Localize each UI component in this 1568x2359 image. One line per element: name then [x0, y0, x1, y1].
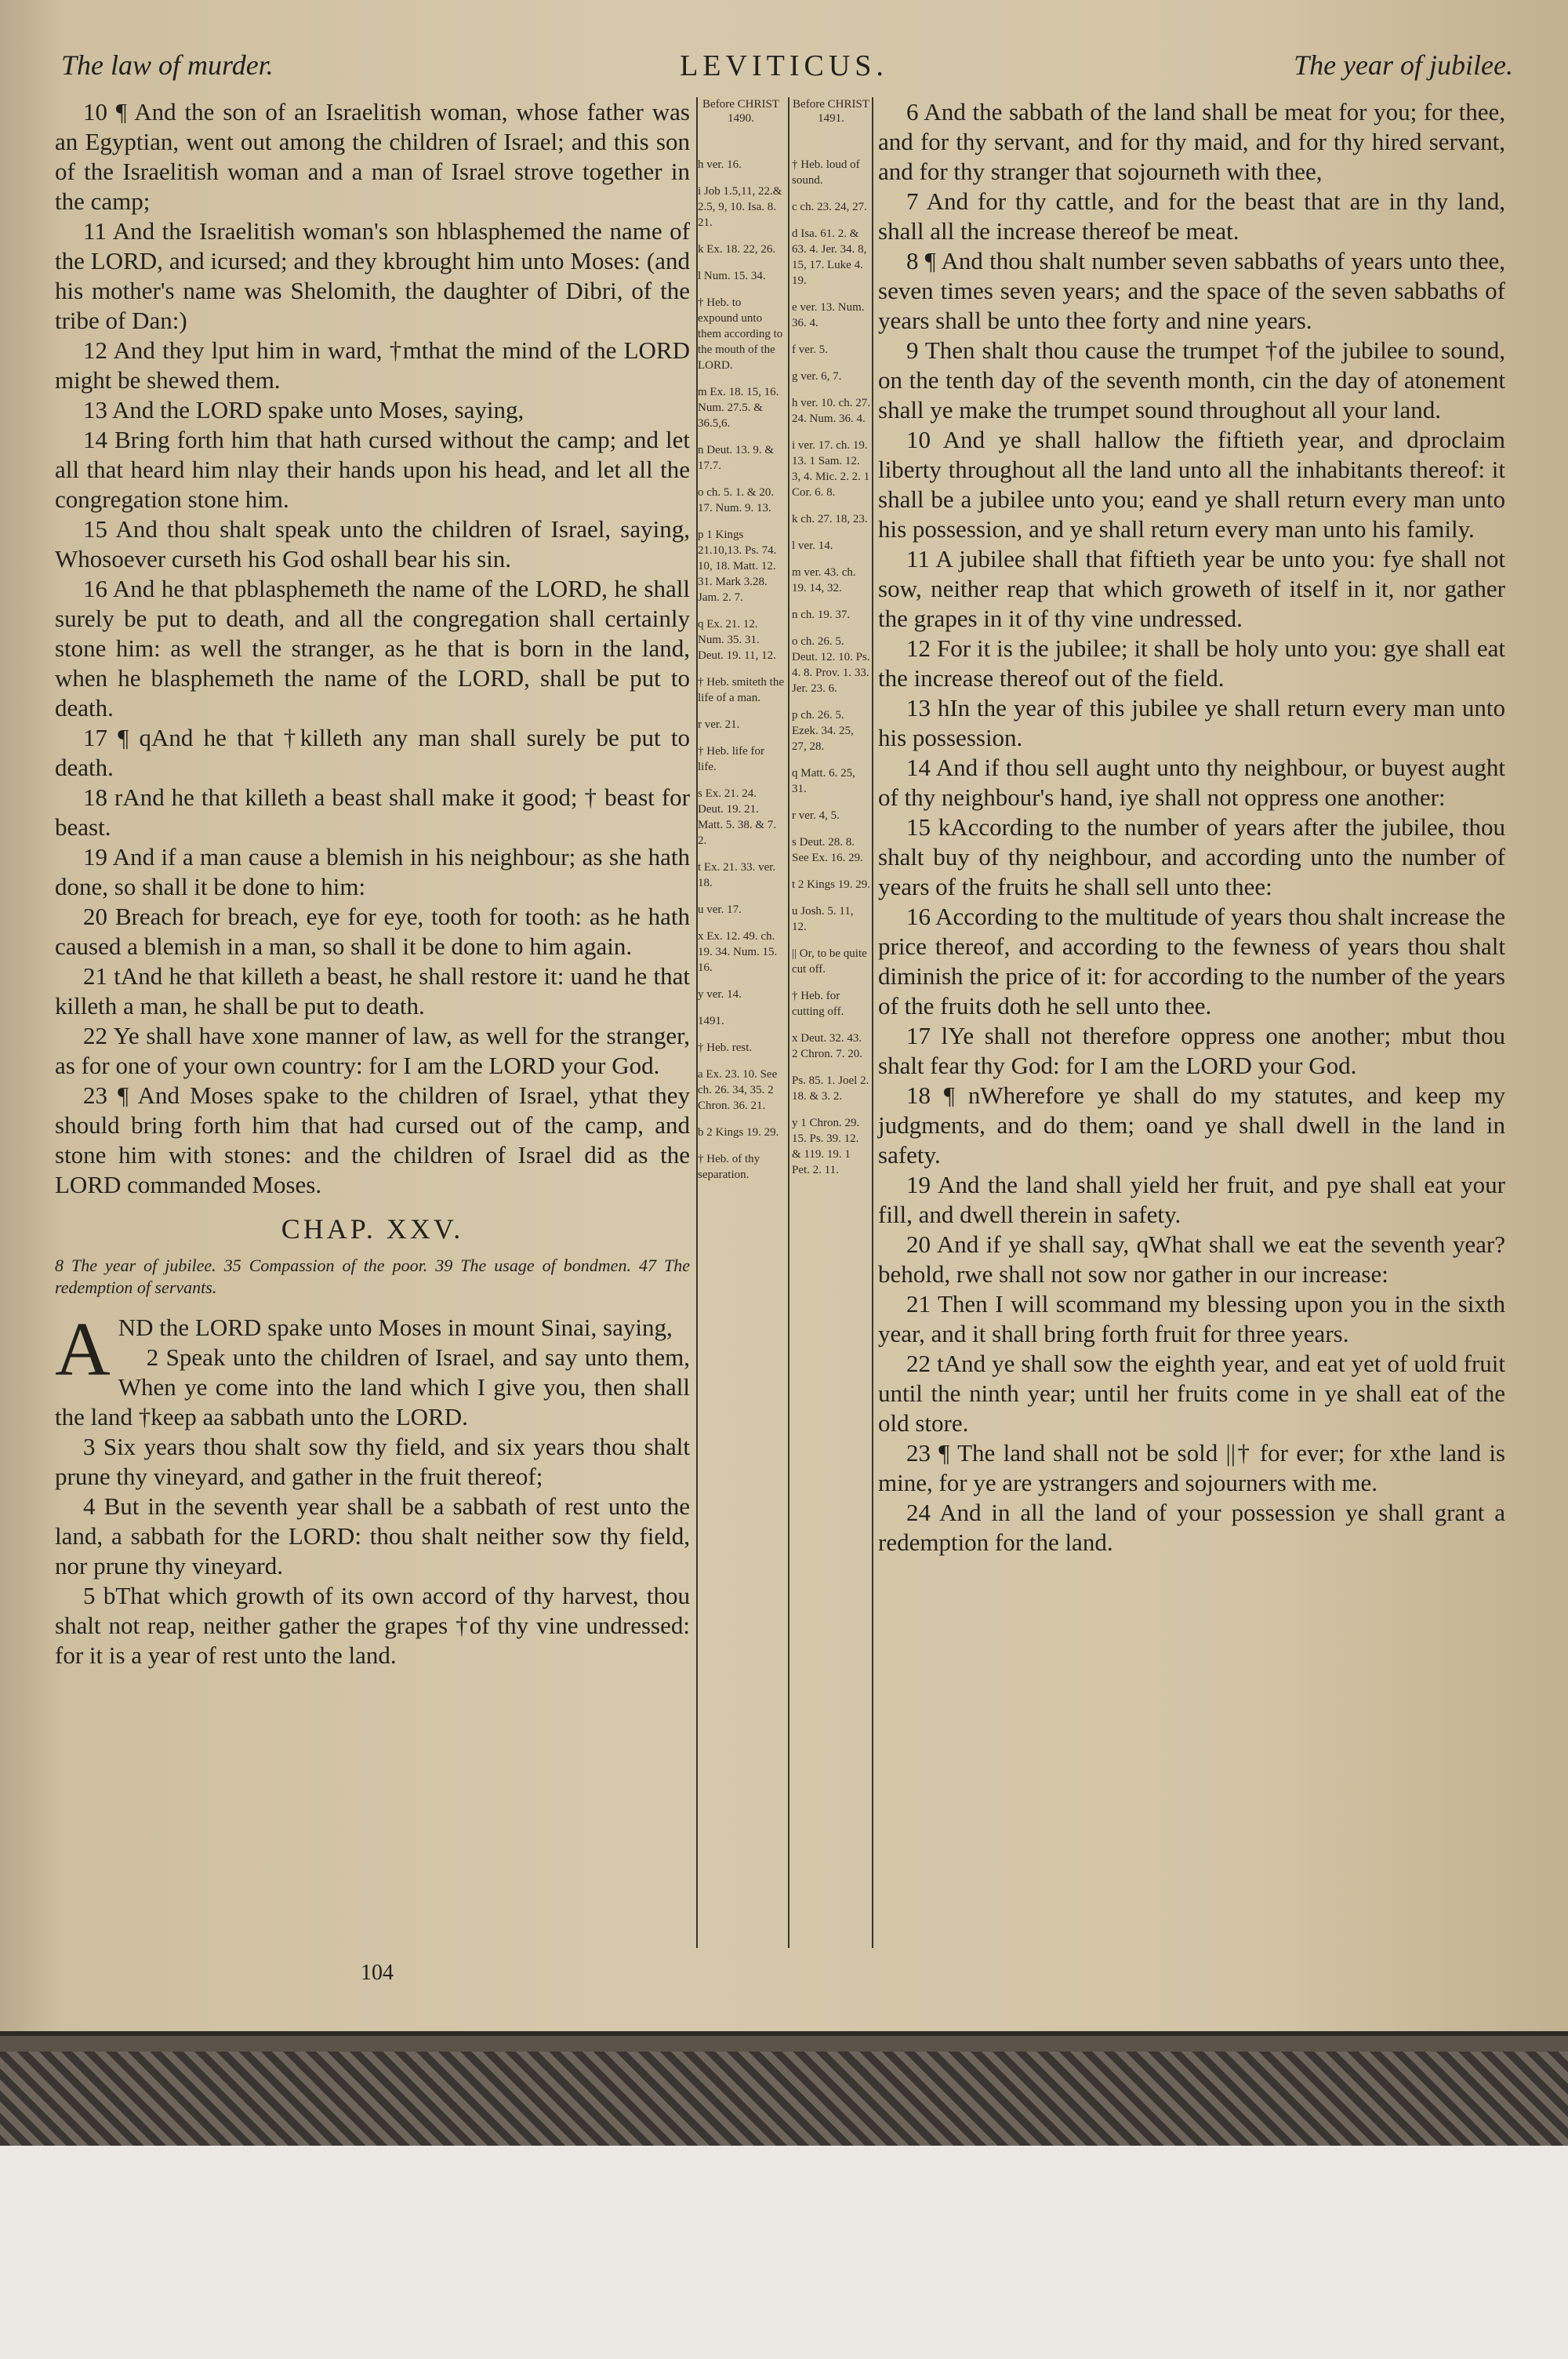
verse: 17 lYe shall not therefore oppress one another; mbut thou shalt fear thy God: for I am the LORD your God. [878, 1022, 1505, 1079]
reference-note: b 2 Kings 19. 29. [698, 1126, 779, 1139]
verse: 12 For it is the jubilee; it shall be holy unto you: gye shall eat the increase thereof out of the field. [878, 634, 1505, 692]
verse: 20 And if ye shall say, qWhat shall we eat the seventh year? behold, rwe shall not sow nor gather in our increase: [878, 1230, 1505, 1288]
reference-note: † Heb. for cutting off. [792, 990, 844, 1018]
verse: 9 Then shalt thou cause the trumpet †of the jubilee to sound, on the tenth day of the seventh month, cin the day of atonement shall ye make the trumpet sound throughout all your land. [878, 336, 1505, 423]
chapter-heading: CHAP. XXV. [281, 1213, 464, 1245]
opening-verse-text: ND the LORD spake unto Moses in mount Sinai, saying, [118, 1314, 673, 1341]
reference-note: Ps. 85. 1. Joel 2. 18. & 3. 2. [792, 1074, 869, 1103]
reference-note: y ver. 14. [698, 988, 742, 1001]
reference-note: n Deut. 13. 9. & 17.7. [698, 444, 775, 472]
reference-note: k ch. 27. 18, 23. [792, 513, 868, 525]
verse: 5 bThat which growth of its own accord of thy harvest, thou shalt not reap, neither gather the grapes †of thy vine undressed: for it is a year of rest unto the land. [55, 1582, 690, 1669]
verse: 22 tAnd ye shall sow the eighth year, and eat yet of uold fruit until the ninth year; until her fruits come in ye shall eat of the old store. [878, 1350, 1505, 1437]
verse: 8 ¶ And thou shalt number seven sabbaths of years unto thee, seven times seven years; and the space of the seven sabbaths of years shall be unto thee forty and nine years. [878, 247, 1505, 334]
page-edge [0, 2036, 1568, 2052]
page-number: 104 [361, 1961, 394, 1985]
running-header [55, 49, 1513, 96]
verse: 14 Bring forth him that hath cursed without the camp; and let all that heard him nlay their hands upon his head, and let all the congregation stone him. [55, 426, 690, 513]
reference-note: u ver. 17. [698, 903, 742, 916]
reference-note: o ch. 26. 5. Deut. 12. 10. Ps. 4. 8. Prov. 1. 33. Jer. 23. 6. [792, 635, 870, 695]
verse: 10 And ye shall hallow the fiftieth year, and dproclaim liberty throughout all the land unto all the inhabitants thereof: it shall be a jubilee unto you; eand ye shall return every man unto his possession, and ye shall return every man unto his family. [878, 426, 1505, 543]
verse: 3 Six years thou shalt sow thy field, and six years thou shalt prune thy vineyard, and gather in the fruit thereof; [55, 1433, 690, 1490]
reference-note: q Ex. 21. 12. Num. 35. 31. Deut. 19. 11, 12. [698, 618, 776, 662]
verse: 24 And in all the land of your possession ye shall grant a redemption for the land. [878, 1499, 1505, 1556]
verse: 16 And he that pblasphemeth the name of the LORD, he shall surely be put to death, and all the congregation shall certainly stone him: as well the stranger, as he that is born in the land, when he blasphemeth the name of the LORD, shall be put to death. [55, 575, 690, 722]
verse: 2 Speak unto the children of Israel, and say unto them, When ye come into the land which I give you, then shall the land †keep aa sabbath unto the LORD. [55, 1343, 690, 1430]
reference-note: d Isa. 61. 2. & 63. 4. Jer. 34. 8, 15, 17. Luke 4. 19. [792, 227, 867, 287]
verse: 19 And if a man cause a blemish in his neighbour; as she hath done, so shall it be done to him: [55, 843, 690, 900]
reference-note: p ch. 26. 5. Ezek. 34. 25, 27, 28. [792, 709, 854, 753]
reference-note: m ver. 43. ch. 19. 14, 32. [792, 566, 856, 594]
reference-note: l Num. 15. 34. [698, 270, 766, 282]
reference-note: n ch. 19. 37. [792, 609, 851, 621]
verse: 17 ¶ qAnd he that †killeth any man shall surely be put to death. [55, 724, 690, 781]
verse: 13 hIn the year of this jubilee ye shall return every man unto his possession. [878, 694, 1505, 751]
reference-note: k Ex. 18. 22, 26. [698, 243, 776, 256]
reference-note: y 1 Chron. 29. 15. Ps. 39. 12. & 119. 19. 1 Pet. 2. 11. [792, 1117, 860, 1176]
column-rule [872, 97, 873, 1948]
reference-note: h ver. 10. ch. 27. 24. Num. 36. 4. [792, 397, 870, 425]
reference-note: † Heb. rest. [698, 1041, 753, 1054]
verse: 6 And the sabbath of the land shall be meat for you; for thee, and for thy servant, and for thy maid, and for thy hired servant, and for thy stranger that sojourneth with thee, [878, 98, 1505, 185]
verse: 21 tAnd he that killeth a beast, he shall restore it: uand he that killeth a man, he shall be put to death. [55, 962, 690, 1020]
reference-note: m Ex. 18. 15, 16. Num. 27.5. & 36.5,6. [698, 386, 779, 430]
before-christ-label: Before CHRIST 1490. [702, 98, 779, 125]
reference-note: † Heb. of thy separation. [698, 1153, 760, 1181]
reference-note: x Ex. 12. 49. ch. 19. 34. Num. 15. 16. [698, 930, 778, 974]
reference-note: c ch. 23. 24, 27. [792, 201, 867, 213]
chapter-summary: 8 The year of jubilee. 35 Compassion of the poor. 39 The usage of bondmen. 47 The redemption of servants. [55, 1256, 690, 1297]
reference-note: || Or, to be quite cut off. [792, 947, 867, 976]
reference-note: i Job 1.5,11, 22.& 2.5, 9, 10. Isa. 8. 21. [698, 185, 782, 229]
reference-note: h ver. 16. [698, 158, 742, 171]
reference-note: g ver. 6, 7. [792, 370, 842, 383]
reference-note: p 1 Kings 21.10,13. Ps. 74. 10, 18. Matt. 12. 31. Mark 3.28. Jam. 2. 7. [698, 529, 777, 604]
header-right: The year of jubilee. [1294, 49, 1513, 81]
left-text-column [55, 97, 690, 1670]
verse: 22 Ye shall have xone manner of law, as well for the stranger, as for one of your own country: for I am the LORD your God. [55, 1022, 690, 1079]
verse: 10 ¶ And the son of an Israelitish woman, whose father was an Egyptian, went out among the children of Israel; and this son of the Israelitish woman and a man of Israel strove together in the camp; [55, 98, 690, 215]
verse: 19 And the land shall yield her fruit, and pye shall eat your fill, and dwell therein in safety. [878, 1171, 1505, 1228]
reference-note: † Heb. life for life. [698, 745, 764, 773]
reference-note: † Heb. to expound unto them according to the mouth of the LORD. [698, 296, 783, 372]
verse: 7 And for thy cattle, and for the beast that are in thy land, shall all the increase thereof be meat. [878, 187, 1505, 245]
verse: 21 Then I will scommand my blessing upon you in the sixth year, and it shall bring forth fruit for three years. [878, 1290, 1505, 1347]
reference-column-left [698, 97, 784, 1194]
reference-list [792, 157, 870, 1178]
reference-note: r ver. 21. [698, 718, 740, 731]
reference-note: l ver. 14. [792, 540, 833, 552]
reference-column-right [792, 97, 870, 1189]
verse: 18 ¶ nWherefore ye shall do my statutes, and keep my judgments, and do them; oand ye shall dwell in the land in safety. [878, 1081, 1505, 1169]
verse: 11 A jubilee shall that fiftieth year be unto you: fye shall not sow, neither reap that which groweth of itself in it, nor gather the grapes in it of thy vine undressed. [878, 545, 1505, 632]
verse: 20 Breach for breach, eye for eye, tooth for tooth: as he hath caused a blemish in a man, so shall it be done to him again. [55, 903, 690, 960]
reference-note: † Heb. loud of sound. [792, 158, 860, 187]
reference-note: a Ex. 23. 10. See ch. 26. 34, 35. 2 Chron. 36. 21. [698, 1068, 778, 1112]
verse: 14 And if thou sell aught unto thy neighbour, or buyest aught of thy neighbour's hand, iye shall not oppress one another: [878, 754, 1505, 811]
reference-list [698, 157, 784, 1183]
verse: 12 And they lput him in ward, †mthat the mind of the LORD might be shewed them. [55, 336, 690, 394]
verse: 4 But in the seventh year shall be a sabbath of rest unto the land, a sabbath for the LORD: thou shalt neither sow thy field, nor prune thy vineyard. [55, 1492, 690, 1579]
right-text-column [878, 97, 1505, 1558]
reference-note: f ver. 5. [792, 343, 828, 356]
verse: 13 And the LORD spake unto Moses, saying, [83, 396, 524, 423]
reference-note: r ver. 4, 5. [792, 809, 840, 822]
verse: 15 kAccording to the number of years after the jubilee, thou shalt buy of thy neighbour, and according unto the number of years of the fruits he shall sell unto thee: [878, 813, 1505, 900]
reference-note: o ch. 5. 1. & 20. 17. Num. 9. 13. [698, 486, 775, 514]
verse: 15 And thou shalt speak unto the children of Israel, saying, Whosoever curseth his God oshall bear his sin. [55, 515, 690, 572]
verse: 11 And the Israelitish woman's son hblasphemed the name of the LORD, and icursed; and they kbrought him unto Moses: (and his mother's name was Shelomith, the daughter of Dibri, of the tribe of Dan:) [55, 217, 690, 334]
verse: 23 ¶ And Moses spake to the children of Israel, ythat they should bring forth him that had cursed out of the camp, and stone him with stones: and the children of Israel did as the LORD commanded Moses. [55, 1081, 690, 1198]
reference-note: † Heb. smiteth the life of a man. [698, 676, 784, 704]
reference-note: u Josh. 5. 11, 12. [792, 905, 854, 933]
reference-note: t Ex. 21. 33. ver. 18. [698, 861, 776, 889]
header-book-title: LEVITICUS. [680, 49, 888, 82]
reference-note: e ver. 13. Num. 36. 4. [792, 301, 865, 329]
reference-note: t 2 Kings 19. 29. [792, 878, 871, 891]
drop-cap: A [55, 1307, 111, 1392]
reference-note: i ver. 17. ch. 19. 13. 1 Sam. 12. 3, 4. Mic. 2. 2. 1 Cor. 6. 8. [792, 439, 870, 499]
verse: 16 According to the multitude of years thou shalt increase the price thereof, and according to the fewness of years thou shalt diminish the price of it: for according to the number of the years of the fruits doth he sell unto thee. [878, 903, 1505, 1020]
reference-note: s Deut. 28. 8. See Ex. 16. 29. [792, 836, 863, 864]
book-binding-edge [0, 2031, 1568, 2146]
reference-note: x Deut. 32. 43. 2 Chron. 7. 20. [792, 1032, 862, 1060]
verse: 18 rAnd he that killeth a beast shall make it good; † beast for beast. [55, 783, 690, 841]
reference-note: 1491. [698, 1015, 724, 1027]
header-left: The law of murder. [61, 49, 274, 81]
reference-note: q Matt. 6. 25, 31. [792, 767, 855, 795]
verse: 23 ¶ The land shall not be sold ||† for ever; for xthe land is mine, for ye are ystrangers and sojourners with me. [878, 1439, 1505, 1496]
before-christ-label: Before CHRIST 1491. [793, 98, 869, 125]
reference-note: s Ex. 21. 24. Deut. 19. 21. Matt. 5. 38. & 7. 2. [698, 787, 776, 847]
column-rule [788, 97, 789, 1948]
